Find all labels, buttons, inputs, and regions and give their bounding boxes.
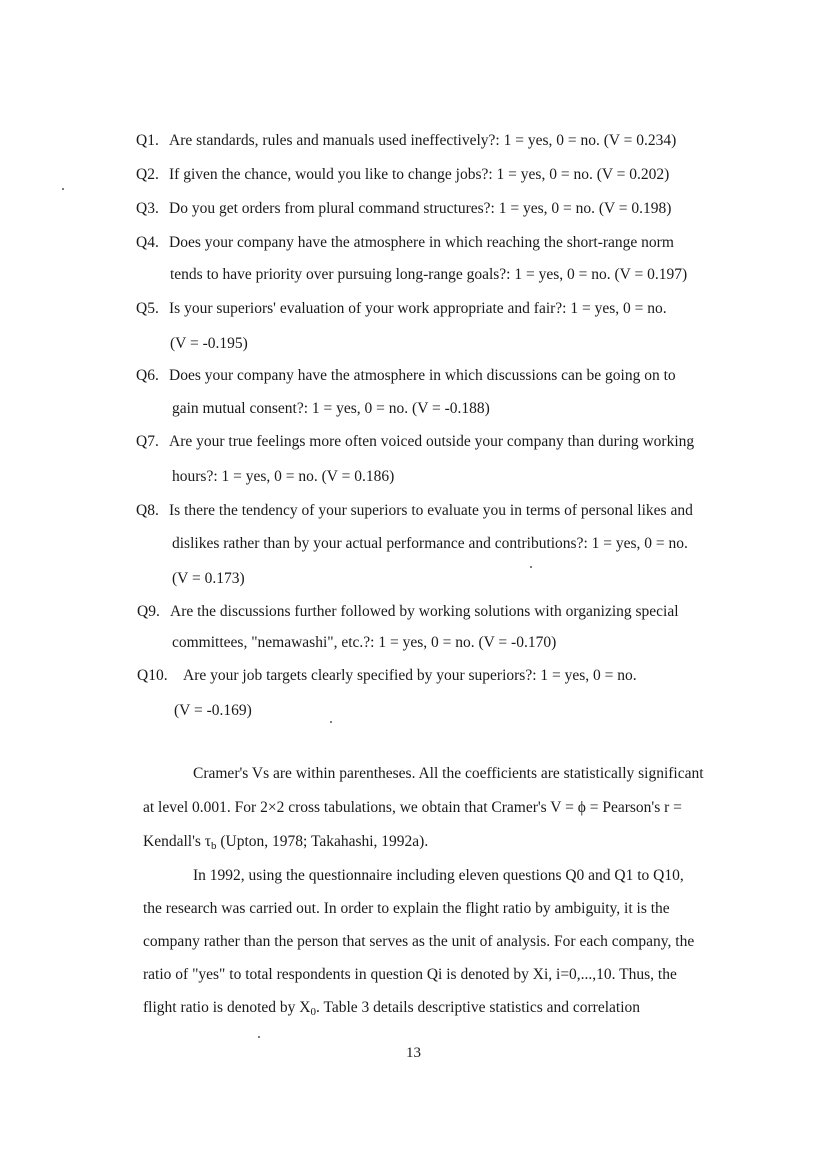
scan-speck (330, 721, 332, 723)
subscript: b (211, 840, 217, 852)
paragraph-2-line-4: ratio of "yes" to total respondents in question Qi is denoted by Xi, i=0,...,10. Thus, the (143, 966, 677, 983)
question-q5 (136, 299, 667, 319)
question-text: Is your superiors' evaluation of your work appropriate and fair?: 1 = yes, 0 = no. (169, 300, 667, 317)
question-number: Q4. (136, 234, 159, 251)
question-number: Q7. (136, 433, 159, 450)
question-text: Are your true feelings more often voiced outside your company than during working (169, 433, 695, 450)
question-q8-continuation: dislikes rather than by your actual performance and contributions?: 1 = yes, 0 = no. (172, 535, 688, 552)
question-q7 (136, 432, 694, 452)
scan-speck (530, 566, 532, 568)
question-q8 (136, 501, 693, 521)
question-q2 (136, 165, 669, 185)
question-q6-continuation: gain mutual consent?: 1 = yes, 0 = no. (V = -0.188) (172, 400, 490, 417)
paragraph-2-line-5 (143, 998, 640, 1019)
subscript: 0 (310, 1006, 316, 1018)
question-text: If given the chance, would you like to change jobs?: 1 = yes, 0 = no. (V = 0.202) (169, 166, 670, 183)
text-span: flight ratio is denoted by X (143, 999, 311, 1016)
question-text: Does your company have the atmosphere in which reaching the short-range norm (169, 234, 674, 251)
text-span: . Table 3 details descriptive statistics and correlation (315, 999, 641, 1016)
question-text: Do you get orders from plural command structures?: 1 = yes, 0 = no. (V = 0.198) (169, 200, 672, 217)
text-span: Kendall's τ (143, 833, 211, 850)
question-number: Q9. (137, 603, 160, 620)
question-number: Q5. (136, 300, 159, 317)
question-text: Are your job targets clearly specified by your superiors?: 1 = yes, 0 = no. (183, 667, 637, 684)
paragraph-1-line-2: at level 0.001. For 2×2 cross tabulations, we obtain that Cramer's V = ϕ = Pearson's r = (143, 799, 682, 816)
paragraph-1-line-3 (143, 832, 428, 853)
question-q4-continuation: tends to have priority over pursuing long-range goals?: 1 = yes, 0 = no. (V = 0.197) (170, 266, 688, 283)
question-number: Q6. (136, 367, 159, 384)
question-text: Does your company have the atmosphere in which discussions can be going on to (169, 367, 676, 384)
question-q10 (137, 666, 637, 686)
page-number: 13 (406, 1045, 421, 1061)
question-text: Is there the tendency of your superiors to evaluate you in terms of personal likes and (169, 502, 693, 519)
question-q5-continuation: (V = -0.195) (170, 335, 248, 352)
question-q8-continuation-2: (V = 0.173) (172, 570, 245, 587)
question-q4 (136, 233, 674, 253)
text-span: (Upton, 1978; Takahashi, 1992a). (216, 833, 429, 850)
question-q1 (136, 131, 676, 151)
question-q9-continuation: committees, "nemawashi", etc.?: 1 = yes, 0 = no. (V = -0.170) (172, 634, 557, 651)
paragraph-1-line-1: Cramer's Vs are within parentheses. All the coefficients are statistically significant (193, 765, 704, 782)
question-q7-continuation: hours?: 1 = yes, 0 = no. (V = 0.186) (172, 468, 395, 485)
question-number: Q10. (137, 667, 168, 684)
paragraph-2-line-2: the research was carried out. In order to explain the flight ratio by ambiguity, it is the (143, 900, 670, 917)
question-q3 (136, 199, 671, 219)
question-text: Are the discussions further followed by working solutions with organizing special (170, 603, 679, 620)
scan-speck (62, 188, 64, 190)
scan-speck (258, 1036, 260, 1038)
question-q9 (137, 602, 679, 622)
question-number: Q8. (136, 502, 159, 519)
question-text: Are standards, rules and manuals used ineffectively?: 1 = yes, 0 = no. (V = 0.234) (169, 132, 677, 149)
question-number: Q3. (136, 200, 159, 217)
question-number: Q2. (136, 166, 159, 183)
paragraph-2-line-3: company rather than the person that serves as the unit of analysis. For each company, the (143, 933, 695, 950)
question-q6 (136, 366, 676, 386)
paragraph-2-line-1: In 1992, using the questionnaire including eleven questions Q0 and Q1 to Q10, (193, 867, 684, 884)
question-q10-continuation: (V = -0.169) (174, 702, 252, 719)
question-number: Q1. (136, 132, 159, 149)
